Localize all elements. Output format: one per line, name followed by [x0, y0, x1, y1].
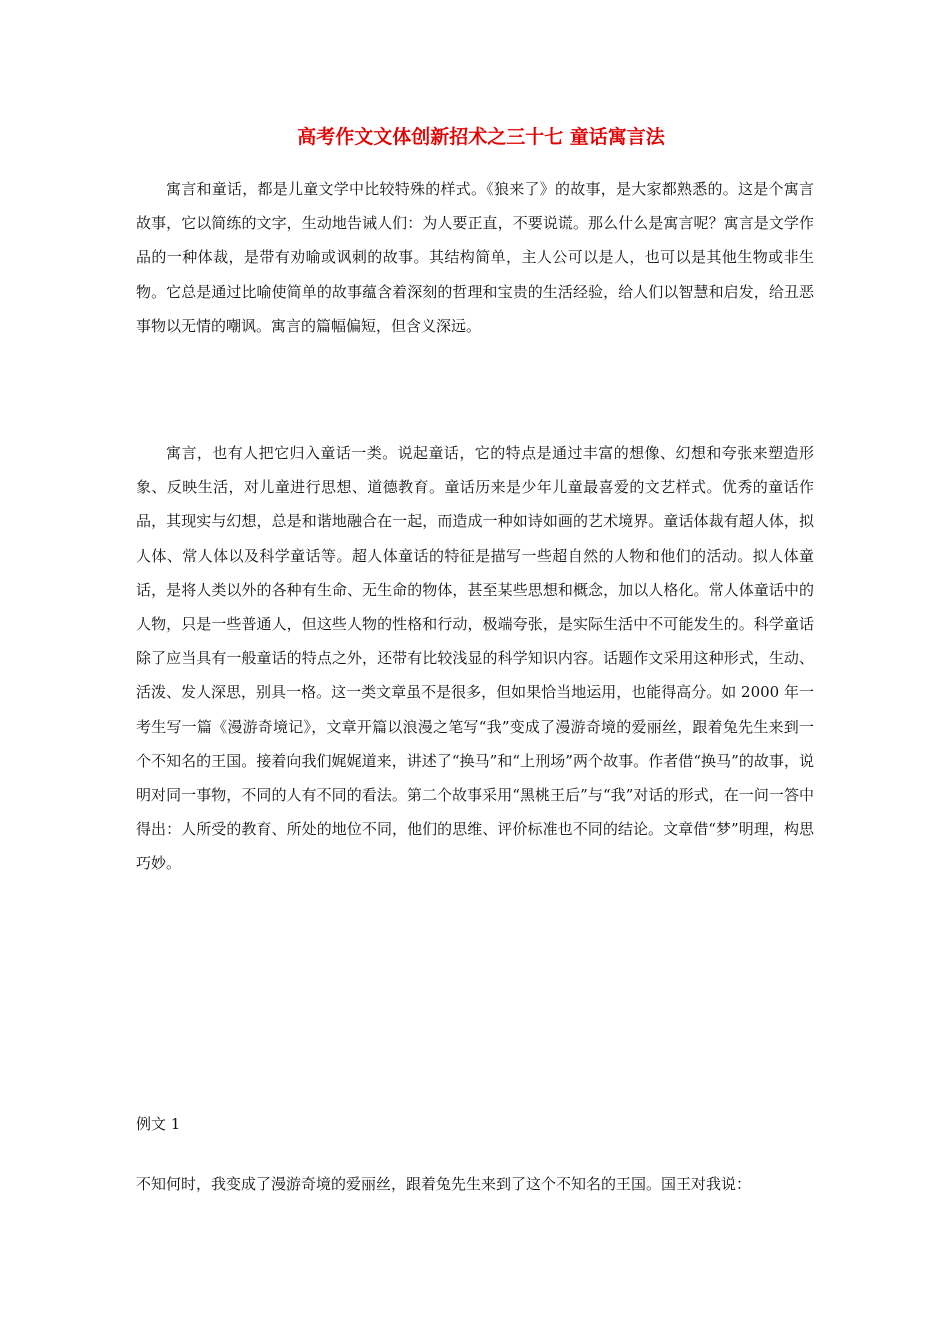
- paragraph-intro-fable: 寓言和童话，都是儿童文学中比较特殊的样式。《狼来了》的故事，是大家都熟悉的。这是个寓言故事，它以简练的文字，生动地告诫人们：为人要正直，不要说谎。那么什么是寓言呢？寓言是文学作品的一种体裁，是带有劝喻或讽刺的故事。其结构简单，主人公可以是人，也可以是其他生物或非生物。它总是通过比喻使简单的故事蕴含着深刻的哲理和宝贵的生活经验，给人们以智慧和启发，给丑恶事物以无情的嘲讽。寓言的篇幅偏短，但含义深远。: [136, 180, 814, 335]
- example-first-line: 不知何时，我变成了漫游奇境的爱丽丝，跟着兔先生来到了这个不知名的王国。国王对我说：: [136, 1175, 752, 1193]
- paragraph-fairy-tale: 寓言，也有人把它归入童话一类。说起童话，它的特点是通过丰富的想像、幻想和夸张来塑造形象、反映生活，对儿童进行思想、道德教育。童话历来是少年儿童最喜爱的文艺样式。优秀的童话作品，其现实与幻想，总是和谐地融合在一起，而造成一种如诗如画的艺术境界。童话体裁有超人体，拟人体、常人体以及科学童话等。超人体童话的特征是描写一些超自然的人物和他们的活动。拟人体童话，是将人类以外的各种有生命、无生命的物体，甚至某些思想和概念，加以人格化。常人体童话中的人物，只是一些普通人，但这些人物的性格和行动，极端夸张，是实际生活中不可能发生的。科学童话除了应当具有一般童话的特点之外，还带有比较浅显的科学知识内容。话题作文采用这种形式，生动、活泼、发人深思，别具一格。这一类文章虽不是很多，但如果恰当地运用，也能得高分。如 2000 年一考生写一篇《漫游奇境记》，文章开篇以浪漫之笔写“我”变成了漫游奇境的爱丽丝，跟着兔先生来到一个不知名的王国。接着向我们娓娓道来，讲述了“换马”和“上刑场”两个故事。作者借“换马”的故事，说明对同一事物，不同的人有不同的看法。第二个故事采用“黑桃王后”与“我”对话的形式，在一问一答中得出：人所受的教育、所处的地位不同，他们的思维、评价标准也不同的结论。文章借“梦”明理，构思巧妙。: [136, 444, 814, 873]
- example-label: 例文 1: [136, 1115, 181, 1133]
- document-title: 高考作文文体创新招术之三十七 童话寓言法: [297, 126, 665, 148]
